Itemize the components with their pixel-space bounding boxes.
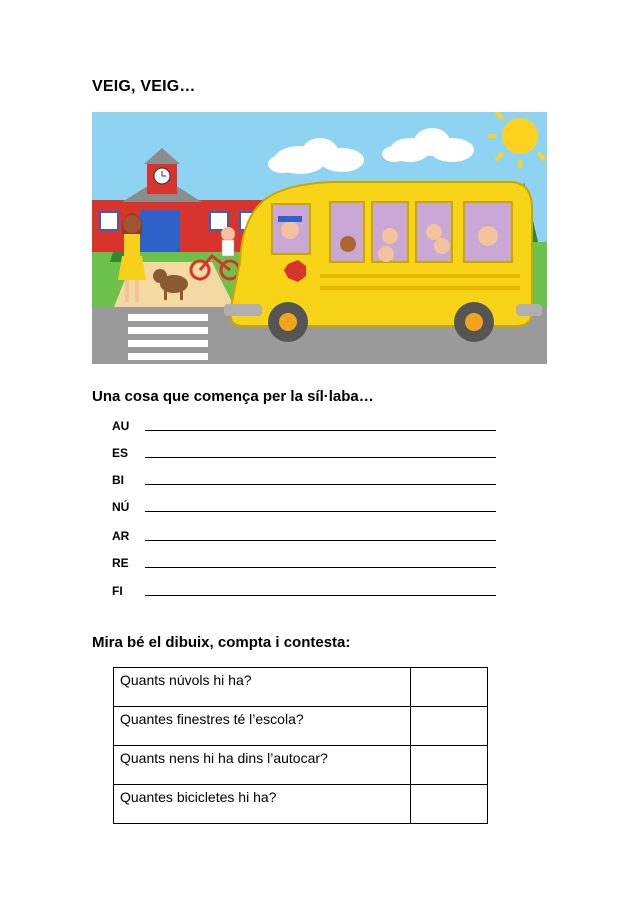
school-bus — [224, 182, 542, 342]
syllable-row — [112, 529, 496, 547]
answer-cell[interactable] — [411, 746, 488, 785]
question-cell: Quants nens hi ha dins l’autocar? — [114, 746, 411, 785]
school-bus-illustration — [92, 112, 547, 364]
question-cell: Quants núvols hi ha? — [114, 668, 411, 707]
syllable-label: NÚ — [112, 500, 130, 514]
answer-cell[interactable] — [411, 668, 488, 707]
answer-line[interactable] — [145, 484, 496, 485]
syllable-label: FI — [112, 584, 123, 598]
answer-cell[interactable] — [411, 785, 488, 824]
answer-line[interactable] — [145, 595, 496, 596]
boy-figure — [221, 227, 235, 256]
syllable-row — [112, 473, 496, 491]
questions-heading: Mira bé el dibuix, compta i contesta: — [92, 634, 351, 651]
syllable-label: RE — [112, 556, 129, 570]
answer-line[interactable] — [145, 430, 496, 431]
questions-table — [113, 667, 488, 824]
answer-line[interactable] — [145, 567, 496, 568]
question-cell: Quantes finestres té l’escola? — [114, 707, 411, 746]
table-row — [114, 785, 488, 824]
answer-line[interactable] — [145, 511, 496, 512]
answer-cell[interactable] — [411, 707, 488, 746]
syllable-row — [112, 419, 496, 437]
syllable-label: AR — [112, 529, 130, 543]
syllable-label: BI — [112, 473, 124, 487]
answer-line[interactable] — [145, 540, 496, 541]
table-row — [114, 707, 488, 746]
syllable-row — [112, 556, 496, 574]
syllable-label: ES — [112, 446, 129, 460]
table-row — [114, 668, 488, 707]
page-title: VEIG, VEIG… — [92, 78, 196, 95]
wheel-icon — [268, 302, 308, 342]
syllable-row — [112, 584, 496, 602]
answer-line[interactable] — [145, 457, 496, 458]
syllable-row — [112, 500, 496, 518]
syllables-heading: Una cosa que comença per la síl·laba… — [92, 388, 374, 405]
syllable-label: AU — [112, 419, 130, 433]
wheel-icon — [454, 302, 494, 342]
question-cell: Quantes bicicletes hi ha? — [114, 785, 411, 824]
table-row — [114, 746, 488, 785]
syllable-row — [112, 446, 496, 464]
